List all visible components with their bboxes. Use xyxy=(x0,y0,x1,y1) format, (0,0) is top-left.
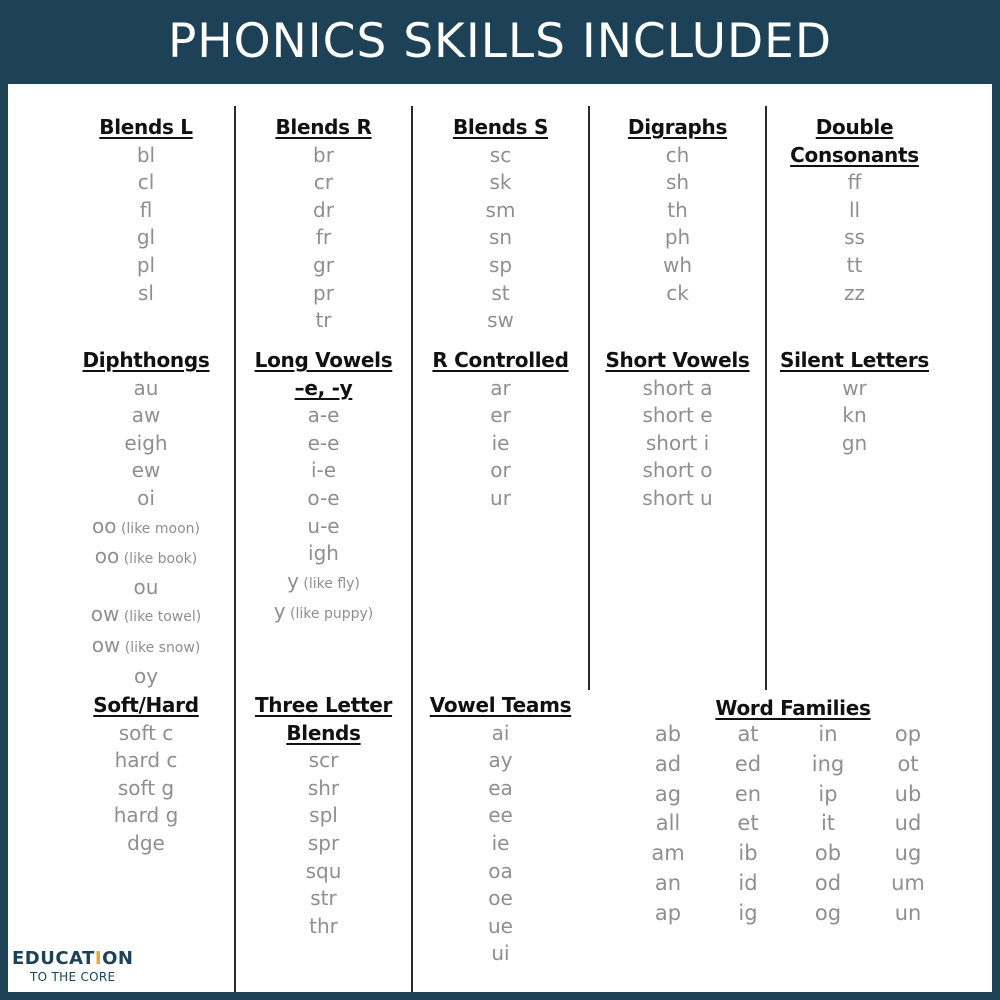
list-item xyxy=(58,632,234,663)
word-family-item: at xyxy=(737,722,759,746)
section-heading: Three Letter xyxy=(254,693,393,717)
list-item xyxy=(58,430,234,458)
item-text: oi xyxy=(137,485,155,510)
word-family-item: op xyxy=(894,722,922,746)
list-item xyxy=(58,457,234,485)
section-heading: Consonants xyxy=(790,142,919,167)
word-family-item: ib xyxy=(738,841,758,866)
section-heading: –e, -y xyxy=(294,375,353,400)
word-family-item: id xyxy=(738,870,758,895)
list-item xyxy=(236,568,411,599)
item-list xyxy=(590,375,765,513)
item-text: aw xyxy=(131,403,161,428)
word-families-grid xyxy=(628,720,948,929)
word-family-item: um xyxy=(891,870,925,895)
word-family-item: ob xyxy=(814,841,842,866)
list-item: shr xyxy=(307,775,340,800)
section-blends-s xyxy=(413,114,588,335)
item-text: o-e xyxy=(307,485,340,510)
item-list xyxy=(58,720,234,858)
item-note: (like towel) xyxy=(119,609,202,626)
item-text: a-e xyxy=(307,403,340,428)
list-item: ar xyxy=(490,375,511,400)
list-item: ie xyxy=(491,430,510,455)
item-text: oo xyxy=(94,544,120,569)
word-family-item: ad xyxy=(654,751,682,776)
list-item: sl xyxy=(138,280,154,305)
section-heading: Blends R xyxy=(275,115,372,139)
list-item: thr xyxy=(309,913,338,938)
word-family-item: an xyxy=(654,870,682,895)
list-item: gr xyxy=(313,252,334,277)
word-family-item: og xyxy=(814,900,842,925)
list-item: dr xyxy=(313,197,334,222)
word-family-item: ed xyxy=(734,751,762,776)
list-item: soft g xyxy=(117,775,175,800)
word-family-item: ud xyxy=(894,811,922,836)
section-silent-letters xyxy=(767,347,942,457)
section-short-vowels xyxy=(590,347,765,513)
item-list xyxy=(413,375,588,513)
list-item: sn xyxy=(488,225,513,250)
item-text: i-e xyxy=(310,458,337,483)
list-item xyxy=(58,663,234,691)
list-item: ss xyxy=(844,225,865,250)
list-item: short e xyxy=(642,403,713,428)
list-item xyxy=(236,457,411,485)
list-item: th xyxy=(667,197,688,222)
list-item: gn xyxy=(841,430,868,455)
section-heading: R Controlled xyxy=(432,348,569,372)
list-item: short o xyxy=(642,458,713,483)
list-item: kn xyxy=(842,403,867,428)
section-heading: Silent Letters xyxy=(779,348,929,372)
section-digraphs xyxy=(590,114,765,307)
list-item: st xyxy=(491,280,510,305)
section-heading: Vowel Teams xyxy=(429,693,572,717)
list-item: sp xyxy=(488,252,513,277)
word-family-item: ing xyxy=(811,751,845,776)
word-family-item: en xyxy=(734,781,762,806)
list-item: sh xyxy=(665,170,690,195)
logo-wordmark: EDUCATION xyxy=(12,948,134,969)
list-item: hard c xyxy=(114,748,178,773)
item-list xyxy=(767,375,942,458)
word-family-item: et xyxy=(737,811,759,836)
list-item: spl xyxy=(309,803,338,828)
list-item: spr xyxy=(307,830,340,855)
item-text: y xyxy=(273,599,286,624)
list-item: sm xyxy=(485,197,516,222)
section-heading: Blends xyxy=(286,720,361,745)
list-item: tr xyxy=(315,308,332,333)
list-item: sc xyxy=(489,142,512,167)
list-item: cr xyxy=(313,170,334,195)
list-item xyxy=(58,601,234,632)
list-item: dge xyxy=(127,830,165,855)
section-double-consonants xyxy=(767,114,942,307)
list-item xyxy=(58,543,234,574)
word-family-item: ub xyxy=(894,781,922,806)
list-item xyxy=(236,598,411,629)
list-item: squ xyxy=(305,858,342,883)
word-family-item: ig xyxy=(738,900,758,925)
list-item xyxy=(236,485,411,513)
item-list xyxy=(236,142,411,335)
list-item: short u xyxy=(642,485,713,510)
list-item: ck xyxy=(666,280,689,305)
section-heading: Soft/Hard xyxy=(93,693,199,717)
word-family-item: ap xyxy=(654,900,682,925)
item-list xyxy=(767,169,942,307)
list-item: short i xyxy=(645,430,710,455)
page-title: PHONICS SKILLS INCLUDED xyxy=(167,14,833,69)
item-text: ew xyxy=(131,458,161,483)
list-item: scr xyxy=(308,748,339,773)
list-item: hard g xyxy=(113,803,179,828)
item-text: ow xyxy=(90,602,120,627)
section-vowel-teams xyxy=(413,692,588,968)
word-family-item: ag xyxy=(654,781,682,806)
list-item: er xyxy=(490,403,511,428)
list-item: fr xyxy=(315,225,332,250)
word-family-item: ab xyxy=(654,722,682,746)
list-item: br xyxy=(313,142,334,167)
list-item: soft c xyxy=(118,720,174,745)
list-item: ph xyxy=(664,225,691,250)
item-text: e-e xyxy=(307,430,340,455)
word-family-item: ot xyxy=(897,751,919,776)
list-item: oa xyxy=(488,858,513,883)
list-item: ie xyxy=(491,830,510,855)
list-item: wh xyxy=(662,252,693,277)
list-item: ff xyxy=(847,170,862,195)
item-list xyxy=(413,720,588,968)
section-heading: Long Vowels xyxy=(254,348,393,372)
word-family-item: am xyxy=(651,841,685,866)
item-text: ow xyxy=(91,632,121,657)
section-diphthongs xyxy=(58,347,234,690)
item-text: au xyxy=(133,375,159,400)
list-item xyxy=(236,513,411,541)
item-text: oo xyxy=(92,513,117,538)
section-long-vowels xyxy=(236,347,411,629)
list-item xyxy=(236,402,411,430)
item-text: u-e xyxy=(307,513,340,538)
list-item: str xyxy=(310,886,337,911)
list-item xyxy=(58,375,234,403)
section-heading: Double xyxy=(815,115,894,139)
brand-logo xyxy=(12,948,152,988)
list-item: zz xyxy=(844,280,865,305)
list-item xyxy=(58,485,234,513)
list-item: ui xyxy=(491,941,510,966)
list-item: or xyxy=(490,458,511,483)
list-item xyxy=(58,402,234,430)
item-list xyxy=(413,142,588,335)
list-item: ll xyxy=(848,197,861,222)
list-item: ur xyxy=(490,485,511,510)
section-r-controlled xyxy=(413,347,588,513)
list-item: pl xyxy=(136,252,156,277)
word-family-item: ip xyxy=(818,781,838,806)
word-family-item: it xyxy=(820,811,836,836)
list-item: fl xyxy=(139,197,153,222)
list-item xyxy=(58,513,234,544)
item-text: oy xyxy=(133,663,159,688)
item-list xyxy=(236,747,411,940)
word-family-item: un xyxy=(894,900,922,925)
list-item: pr xyxy=(313,280,334,305)
item-note: (like puppy) xyxy=(285,606,374,623)
list-item: bl xyxy=(136,142,156,167)
item-list xyxy=(58,375,234,691)
list-item: ch xyxy=(665,142,690,167)
item-text: eigh xyxy=(124,430,168,455)
word-family-item: ug xyxy=(894,841,922,866)
section-heading: Diphthongs xyxy=(82,348,210,372)
list-item: sk xyxy=(489,170,512,195)
list-item: ai xyxy=(491,720,510,745)
item-note: (like moon) xyxy=(116,520,200,537)
list-item xyxy=(58,574,234,602)
section-blends-r xyxy=(236,114,411,335)
item-list xyxy=(236,402,411,629)
item-note: (like fly) xyxy=(298,575,360,592)
word-family-item: all xyxy=(655,811,681,836)
list-item: cl xyxy=(137,170,155,195)
section-heading: Blends L xyxy=(99,115,193,139)
item-note: (like snow) xyxy=(120,639,201,656)
list-item: sw xyxy=(487,308,514,333)
logo-tagline: TO THE CORE xyxy=(30,970,116,984)
list-item: gl xyxy=(136,225,156,250)
item-list xyxy=(58,142,234,308)
item-list xyxy=(590,142,765,308)
section-three-letter-blends xyxy=(236,692,411,940)
list-item: wr xyxy=(842,375,867,400)
section-heading: Word Families xyxy=(715,696,871,720)
item-note: (like book) xyxy=(119,551,198,568)
section-heading: Digraphs xyxy=(627,115,728,139)
list-item xyxy=(236,430,411,458)
list-item: ay xyxy=(488,748,513,773)
word-family-item: od xyxy=(814,870,842,895)
item-text: y xyxy=(287,568,299,593)
list-item: oe xyxy=(488,886,513,911)
list-item: short a xyxy=(642,375,713,400)
list-item: tt xyxy=(846,252,863,277)
word-family-item: in xyxy=(818,722,838,746)
section-heading: Short Vowels xyxy=(605,348,750,372)
item-text: ou xyxy=(133,574,159,599)
item-text: igh xyxy=(308,541,339,566)
list-item xyxy=(236,540,411,568)
section-heading: Blends S xyxy=(452,115,549,139)
list-item: ea xyxy=(488,775,513,800)
section-blends-l xyxy=(58,114,234,307)
section-word-families xyxy=(628,695,958,723)
list-item: ee xyxy=(488,803,513,828)
list-item: ue xyxy=(488,913,513,938)
section-soft-hard xyxy=(58,692,234,858)
